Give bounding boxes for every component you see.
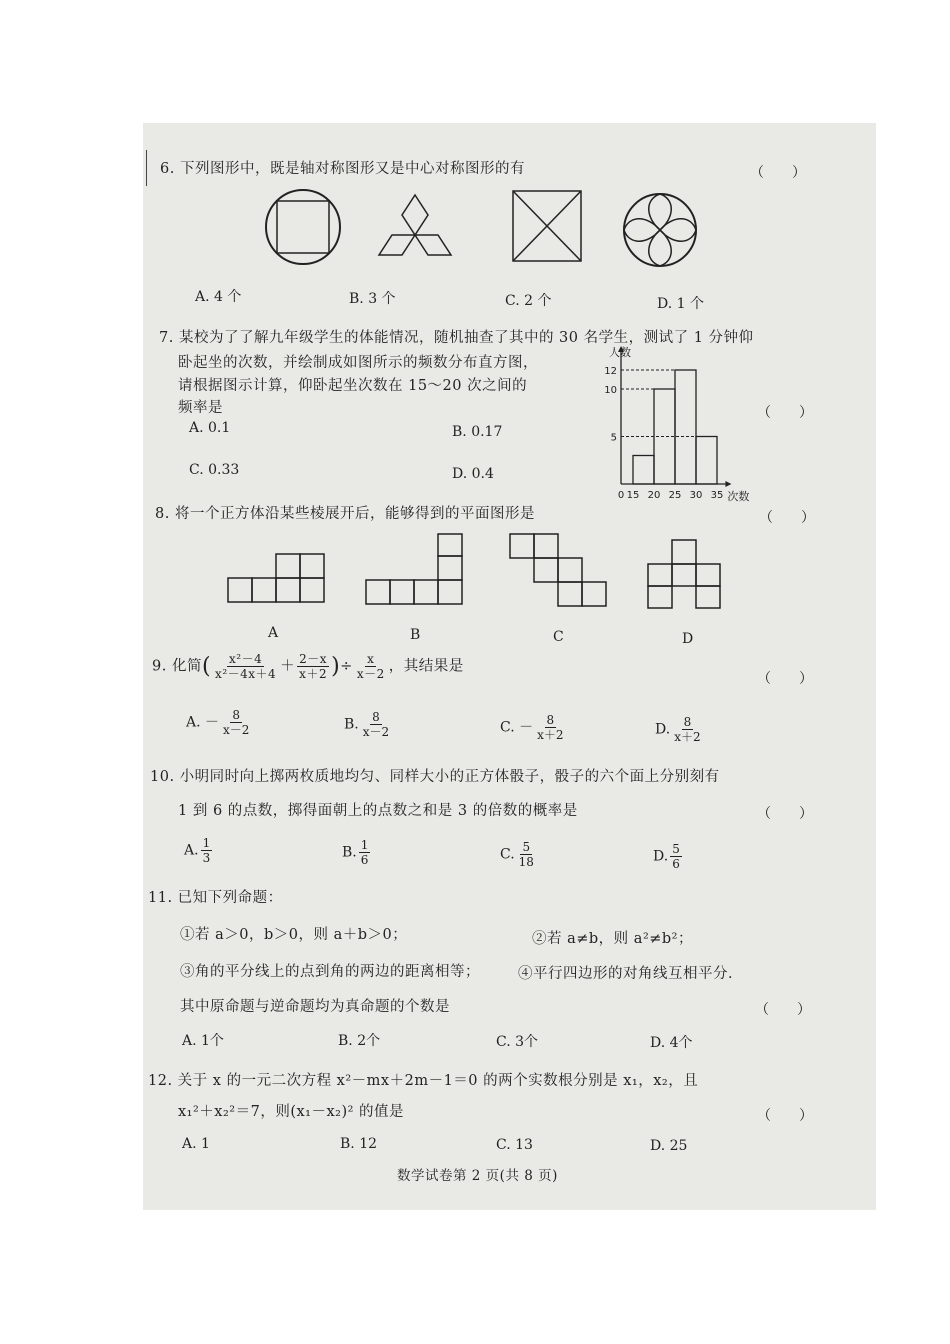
q9-option-c: C. － $\frac{8}{x+2}$ bbox=[500, 713, 564, 742]
net-c bbox=[510, 534, 606, 606]
q12-option-a: A. 1 bbox=[182, 1136, 210, 1152]
q11-option-d: D. 4个 bbox=[650, 1035, 693, 1051]
x-tick-label: 15 bbox=[626, 490, 640, 501]
q9-frac-3: $\frac{x}{x-2}$ bbox=[356, 652, 385, 681]
q11-option-a: A. 1个 bbox=[182, 1033, 224, 1049]
q9-plus: ＋ bbox=[280, 658, 296, 675]
y-tick-label: 10 bbox=[604, 385, 617, 396]
q6-option-b: B. 3 个 bbox=[349, 291, 396, 307]
x-axis-label: 次数 bbox=[727, 490, 750, 503]
q8-nets bbox=[220, 530, 730, 615]
q12-answer-paren: （ ） bbox=[757, 1108, 813, 1124]
q9-suffix: ，其结果是 bbox=[388, 658, 464, 675]
q10-answer-paren: （ ） bbox=[757, 806, 813, 822]
q8-label-c: C bbox=[553, 629, 564, 645]
q9-rparen: ) bbox=[331, 654, 341, 679]
x-tick-label: 30 bbox=[689, 490, 703, 501]
q8-label-a: A bbox=[268, 625, 279, 641]
q11-proposition-1: ①若 a＞0，b＞0，则 a＋b＞0； bbox=[180, 927, 408, 943]
page-footer: 数学试卷第 2 页(共 8 页) bbox=[397, 1168, 558, 1184]
y-tick-label: 12 bbox=[604, 366, 617, 377]
q10-option-d: D. $\frac{5}{6}$ bbox=[653, 842, 680, 871]
q7-option-d: D. 0.4 bbox=[452, 466, 494, 482]
histogram-bar bbox=[675, 370, 696, 484]
x-tick-label: 0 bbox=[617, 490, 625, 501]
q9-option-d: D. $\frac{8}{x+2}$ bbox=[655, 715, 701, 744]
net-b bbox=[366, 534, 462, 604]
histogram-bar bbox=[696, 437, 717, 485]
q7-line-4: 频率是 bbox=[178, 400, 223, 416]
q7-option-c: C. 0.33 bbox=[189, 462, 240, 478]
histogram-bar bbox=[633, 456, 654, 485]
q12-line-1: 12. 关于 x 的一元二次方程 x²－mx＋2m－1＝0 的两个实数根分别是 x₁，x₂，且 bbox=[148, 1073, 699, 1089]
q11-option-b: B. 2个 bbox=[338, 1033, 381, 1049]
circle-square-figure bbox=[266, 190, 340, 264]
q7-line-3: 请根据图示计算，仰卧起坐次数在 15～20 次之间的 bbox=[178, 378, 528, 394]
q8-label-b: B bbox=[410, 627, 421, 643]
q10-option-a: A. $\frac{1}{3}$ bbox=[184, 836, 211, 865]
circle-petals-figure bbox=[624, 194, 696, 266]
q6-stem: 6. 下列图形中，既是轴对称图形又是中心对称图形的有 bbox=[160, 161, 525, 177]
x-axis-arrow bbox=[725, 481, 731, 487]
q9-lparen: ( bbox=[201, 654, 212, 679]
q12-line-2: x₁²＋x₂²＝7，则(x₁－x₂)² 的值是 bbox=[178, 1104, 405, 1120]
q9-stem bbox=[152, 652, 464, 681]
q7-histogram bbox=[588, 342, 768, 507]
q9-frac-2: $\frac{2-x}{x+2}$ bbox=[299, 652, 328, 681]
y-axis-label: 人数 bbox=[609, 346, 631, 359]
x-tick-label: 25 bbox=[668, 490, 682, 501]
q9-answer-paren: （ ） bbox=[757, 671, 813, 687]
square-diagonals-figure bbox=[513, 191, 581, 261]
y-tick-label: 5 bbox=[610, 432, 617, 444]
q10-option-b: B. $\frac{1}{6}$ bbox=[342, 838, 369, 867]
q11-proposition-2: ②若 a≠b，则 a²≠b²； bbox=[532, 931, 693, 947]
q7-line-2: 卧起坐的次数，并绘制成如图所示的频数分布直方图， bbox=[178, 355, 538, 371]
q6-option-d: D. 1 个 bbox=[657, 296, 704, 312]
q11-proposition-3: ③角的平分线上的点到角的两边的距离相等； bbox=[180, 964, 480, 980]
q11-answer-paren: （ ） bbox=[755, 1002, 811, 1018]
q11-question: 其中原命题与逆命题均为真命题的个数是 bbox=[180, 999, 450, 1015]
q12-option-c: C. 13 bbox=[496, 1137, 533, 1153]
q9-frac-1: $\frac{\text{x²－4}}{\text{x²－4x＋4}}$ bbox=[215, 652, 277, 681]
q10-option-c: C. $\frac{5}{18}$ bbox=[500, 840, 534, 869]
q9-option-b: B. $\frac{8}{x-2}$ bbox=[344, 710, 390, 739]
q11-option-c: C. 3个 bbox=[496, 1034, 539, 1050]
x-tick-label: 20 bbox=[647, 490, 661, 501]
q6-answer-paren: （ ） bbox=[750, 165, 806, 181]
q11-proposition-4: ④平行四边形的对角线互相平分． bbox=[518, 966, 743, 982]
margin-line bbox=[146, 150, 147, 186]
q6-option-c: C. 2 个 bbox=[505, 293, 552, 309]
q7-option-a: A. 0.1 bbox=[189, 420, 231, 436]
q12-option-b: B. 12 bbox=[340, 1136, 378, 1152]
q9-prefix: 9. 化简 bbox=[152, 658, 202, 675]
q9-option-a: A. － $\frac{8}{x-2}$ bbox=[186, 708, 250, 737]
q6-option-a: A. 4 个 bbox=[195, 289, 242, 305]
q7-option-b: B. 0.17 bbox=[452, 424, 503, 440]
q10-line-1: 10. 小明同时向上掷两枚质地均匀、同样大小的正方体骰子，骰子的六个面上分别刻有 bbox=[150, 769, 720, 785]
x-tick-label: 35 bbox=[710, 490, 724, 501]
net-a bbox=[228, 554, 324, 602]
q10-line-2: 1 到 6 的点数，掷得面朝上的点数之和是 3 的倍数的概率是 bbox=[178, 803, 578, 819]
q12-option-d: D. 25 bbox=[650, 1138, 688, 1154]
q7-line-1: 7. 某校为了了解九年级学生的体能情况，随机抽查了其中的 30 名学生，测试了 1 分钟仰 bbox=[159, 330, 754, 346]
q8-stem: 8. 将一个正方体沿某些棱展开后，能够得到的平面图形是 bbox=[155, 506, 535, 522]
three-rhombus-figure bbox=[379, 195, 451, 255]
net-d bbox=[648, 540, 720, 608]
q8-answer-paren: （ ） bbox=[759, 510, 815, 526]
q6-figures bbox=[255, 185, 705, 275]
q11-stem: 11. 已知下列命题： bbox=[148, 890, 283, 906]
q8-label-d: D bbox=[682, 631, 694, 647]
q9-div: ÷ bbox=[340, 658, 353, 675]
q7-answer-paren: （ ） bbox=[757, 405, 813, 421]
